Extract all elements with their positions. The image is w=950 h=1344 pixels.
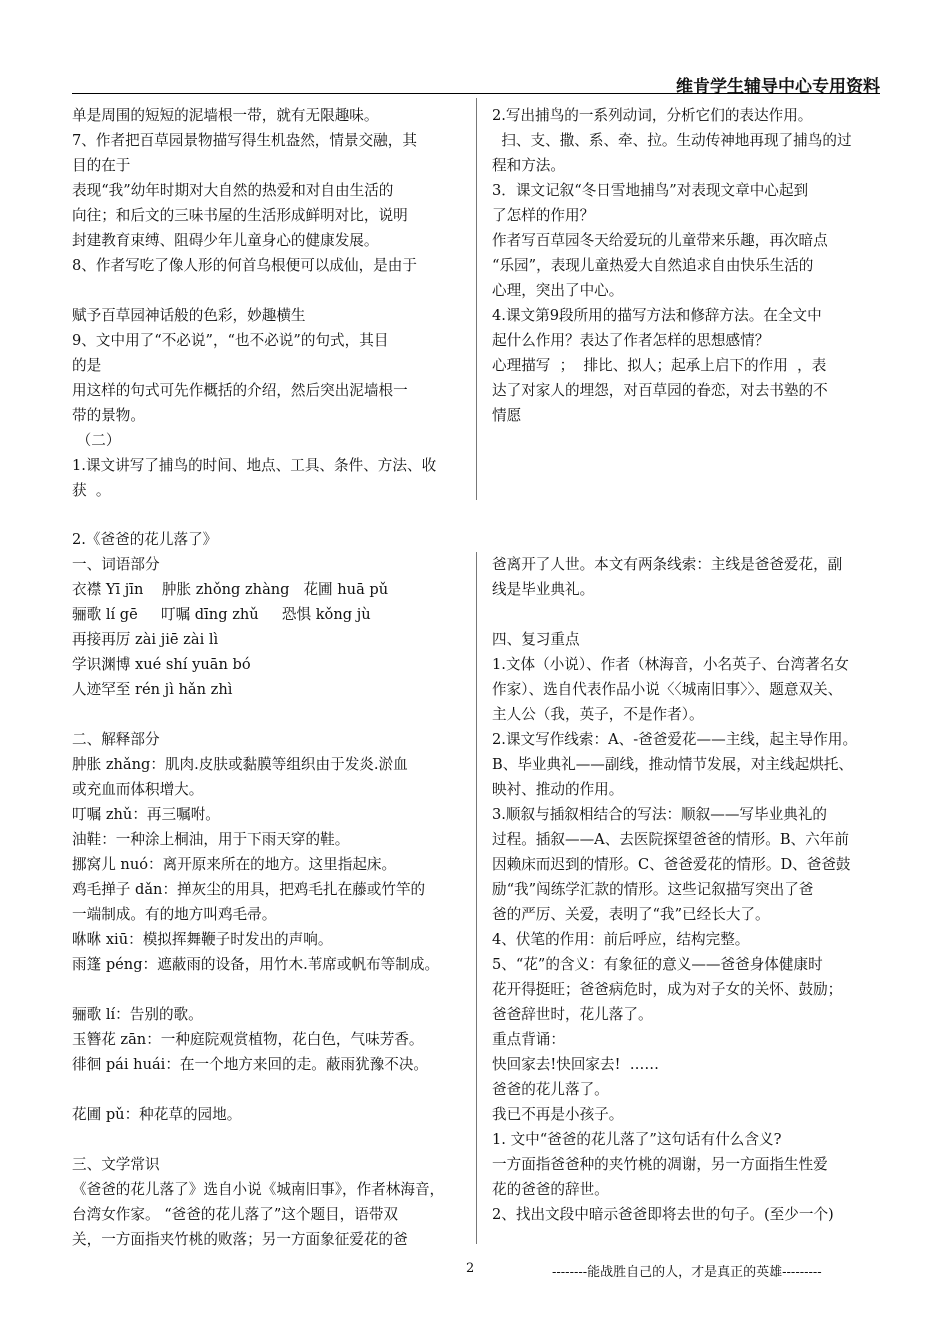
top-right-column: [492, 103, 892, 428]
text-line: 赋予百草园神话般的色彩，妙趣横生: [72, 307, 306, 324]
text-line: 咻咻 xiū：模拟挥舞鞭子时发出的声响。: [72, 931, 333, 948]
text-line: 了怎样的作用？: [492, 207, 595, 224]
text-line: 油鞋：一种涂上桐油，用于下雨天穿的鞋。: [72, 831, 350, 848]
page-header-title: 维肯学生辅导中心专用资料: [676, 77, 880, 97]
text-line: 因赖床而迟到的情形。C、爸爸爱花的情形。D、爸爸鼓: [492, 856, 851, 873]
text-line: 心理描写 ； 排比、拟人；起承上启下的作用 ，表: [492, 357, 827, 374]
bottom-left-column: [72, 527, 470, 1252]
text-line: 四、复习重点: [492, 631, 580, 648]
text-line: 用这样的句式可先作概括的介绍，然后突出泥墙根一: [72, 382, 408, 399]
text-line: 8、作者写吃了像人形的何首乌根便可以成仙，是由于: [72, 257, 417, 274]
text-line: 的是: [72, 357, 102, 374]
text-line: 心理，突出了中心。: [492, 282, 624, 299]
text-line: 1.文体（小说）、作者（林海音，小名英子、台湾著名女: [492, 656, 849, 673]
text-line: 表现“我”幼年时期对大自然的热爱和对自由生活的: [72, 182, 394, 199]
text-line: 扫、支、撒、系、牵、拉。生动传神地再现了捕鸟的过: [492, 132, 852, 149]
text-line: 情愿: [492, 407, 522, 424]
footer-motto: --------能战胜自己的人，才是真正的英雄---------: [552, 1265, 822, 1280]
text-line: 带的景物。: [72, 407, 145, 424]
text-line: 骊歌 lí gē 叮嘱 dīng zhǔ 恐惧 kǒng jù: [72, 606, 371, 623]
text-line: 三、文学常识: [72, 1156, 160, 1173]
text-line: 1. 文中“爸爸的花儿落了”这句话有什么含义?: [492, 1131, 782, 1148]
text-line: 爸的严厉、关爱，表明了“我”已经长大了。: [492, 906, 770, 923]
text-line: 花开得挺旺；爸爸病危时，成为对子女的关怀、鼓励；: [492, 981, 843, 998]
text-line: 2.课文写作线索：A、-爸爸爱花——主线，起主导作用。: [492, 731, 858, 748]
text-line: [492, 602, 892, 627]
text-line: 花的爸爸的辞世。: [492, 1181, 609, 1198]
text-line: 1.课文讲写了捕鸟的时间、地点、工具、条件、方法、收: [72, 457, 437, 474]
text-line: 台湾女作家。 “爸爸的花儿落了”这个题目，语带双: [72, 1206, 399, 1223]
text-line: 9、文中用了“不必说”，“也不必说”的句式，其目: [72, 332, 389, 349]
text-line: 叮嘱 zhǔ：再三嘱咐。: [72, 806, 220, 823]
header-rule: [72, 93, 880, 94]
text-line: 封建教育束缚、阻碍少年儿童身心的健康发展。: [72, 232, 379, 249]
text-line: 徘徊 pái huái：在一个地方来回的走。蔽雨犹豫不决。: [72, 1056, 429, 1073]
text-line: 鸡毛掸子 dǎn：掸灰尘的用具，把鸡毛扎在藤或竹竿的: [72, 881, 426, 898]
text-line: 线是毕业典礼。: [492, 581, 595, 598]
text-line: [72, 1127, 470, 1152]
text-line: [72, 977, 470, 1002]
column-divider-top: [476, 98, 477, 500]
text-line: 再接再厉 zài jiē zài lì: [72, 631, 219, 648]
text-line: 2、找出文段中暗示爸爸即将去世的句子。(至少一个): [492, 1206, 834, 1223]
text-line: 爸爸的花儿落了。: [492, 1081, 609, 1098]
column-divider-bottom: [476, 552, 477, 1244]
text-line: 4.课文第9段所用的描写方法和修辞方法。在全文中: [492, 307, 822, 324]
text-line: 程和方法。: [492, 157, 565, 174]
text-line: 雨篷 péng：遮蔽雨的设备，用竹木.苇席或帆布等制成。: [72, 956, 440, 973]
text-line: 学识渊博 xué shí yuān bó: [72, 656, 251, 673]
text-line: 作家）、选自代表作品小说〈〈城南旧事〉〉、题意双关、: [492, 681, 843, 698]
text-line: 玉簪花 zān：一种庭院观赏植物，花白色，气味芳香。: [72, 1031, 424, 1048]
text-line: 爸爸辞世时，花儿落了。: [492, 1006, 653, 1023]
text-line: [72, 1077, 470, 1102]
text-line: 向往；和后文的三味书屋的生活形成鲜明对比，说明: [72, 207, 408, 224]
text-line: 或充血而体积增大。: [72, 781, 204, 798]
text-line: “乐园”，表现儿童热爱大自然追求自由快乐生活的: [492, 257, 814, 274]
text-line: 肿胀 zhǎng：肌肉.皮肤或黏膜等组织由于发炎.淤血: [72, 756, 408, 773]
text-line: 人迹罕至 rén jì hǎn zhì: [72, 681, 233, 698]
text-line: 一、词语部分: [72, 556, 160, 573]
text-line: 重点背诵：: [492, 1031, 565, 1048]
text-line: 目的在于: [72, 157, 131, 174]
text-line: 衣襟 Yī jīn 肿胀 zhǒng zhàng 花圃 huā pǔ: [72, 581, 389, 598]
text-line: 《爸爸的花儿落了》选自小说《城南旧事》，作者林海音，: [72, 1181, 445, 1198]
text-line: [72, 702, 470, 727]
text-line: 映衬、推动的作用。: [492, 781, 624, 798]
text-line: 快回家去!快回家去! ……: [492, 1056, 659, 1073]
text-line: 一端制成。有的地方叫鸡毛帚。: [72, 906, 277, 923]
text-line: [72, 278, 470, 303]
text-line: 关，一方面指夹竹桃的败落；另一方面象征爱花的爸: [72, 1231, 408, 1248]
text-line: 挪窝儿 nuó：离开原来所在的地方。这里指起床。: [72, 856, 397, 873]
text-line: 主人公（我，英子，不是作者）。: [492, 706, 704, 723]
text-line: （二）: [72, 432, 121, 449]
text-line: 爸离开了人世。本文有两条线索：主线是爸爸爱花，副: [492, 556, 843, 573]
text-line: 3．课文记叙“冬日雪地捕鸟”对表现文章中心起到: [492, 182, 809, 199]
text-line: 过程。插叙——A、去医院探望爸爸的情形。B、六年前: [492, 831, 849, 848]
top-left-column: [72, 103, 470, 503]
text-line: 作者写百草园冬天给爱玩的儿童带来乐趣，再次暗点: [492, 232, 828, 249]
text-line: 获 。: [72, 482, 111, 499]
bottom-right-column: [492, 552, 892, 1227]
text-line: 2.写出捕鸟的一系列动词，分析它们的表达作用。: [492, 107, 813, 124]
text-line: 花圃 pǔ：种花草的园地。: [72, 1106, 242, 1123]
text-line: 起什么作用？表达了作者怎样的思想感情？: [492, 332, 770, 349]
text-line: 单是周围的短短的泥墙根一带，就有无限趣味。: [72, 107, 379, 124]
text-line: 二、解释部分: [72, 731, 160, 748]
text-line: 4、伏笔的作用：前后呼应，结构完整。: [492, 931, 750, 948]
text-line: 一方面指爸爸种的夹竹桃的凋谢，另一方面指生性爱: [492, 1156, 828, 1173]
text-line: 励“我”闯练学汇款的情形。这些记叙描写突出了爸: [492, 881, 814, 898]
text-line: B、毕业典礼——副线，推动情节发展，对主线起烘托、: [492, 756, 853, 773]
text-line: 骊歌 lí：告别的歌。: [72, 1006, 203, 1023]
text-line: 2.《爸爸的花儿落了》: [72, 531, 218, 548]
text-line: 3.顺叙与插叙相结合的写法：顺叙——写毕业典礼的: [492, 806, 827, 823]
text-line: 5、“花”的含义：有象征的意义——爸爸身体健康时: [492, 956, 823, 973]
page-number: 2: [466, 1261, 475, 1276]
text-line: 7、作者把百草园景物描写得生机盎然，情景交融，其: [72, 132, 417, 149]
text-line: 达了对家人的埋怨，对百草园的眷恋，对去书塾的不: [492, 382, 828, 399]
text-line: 我已不再是小孩子。: [492, 1106, 624, 1123]
